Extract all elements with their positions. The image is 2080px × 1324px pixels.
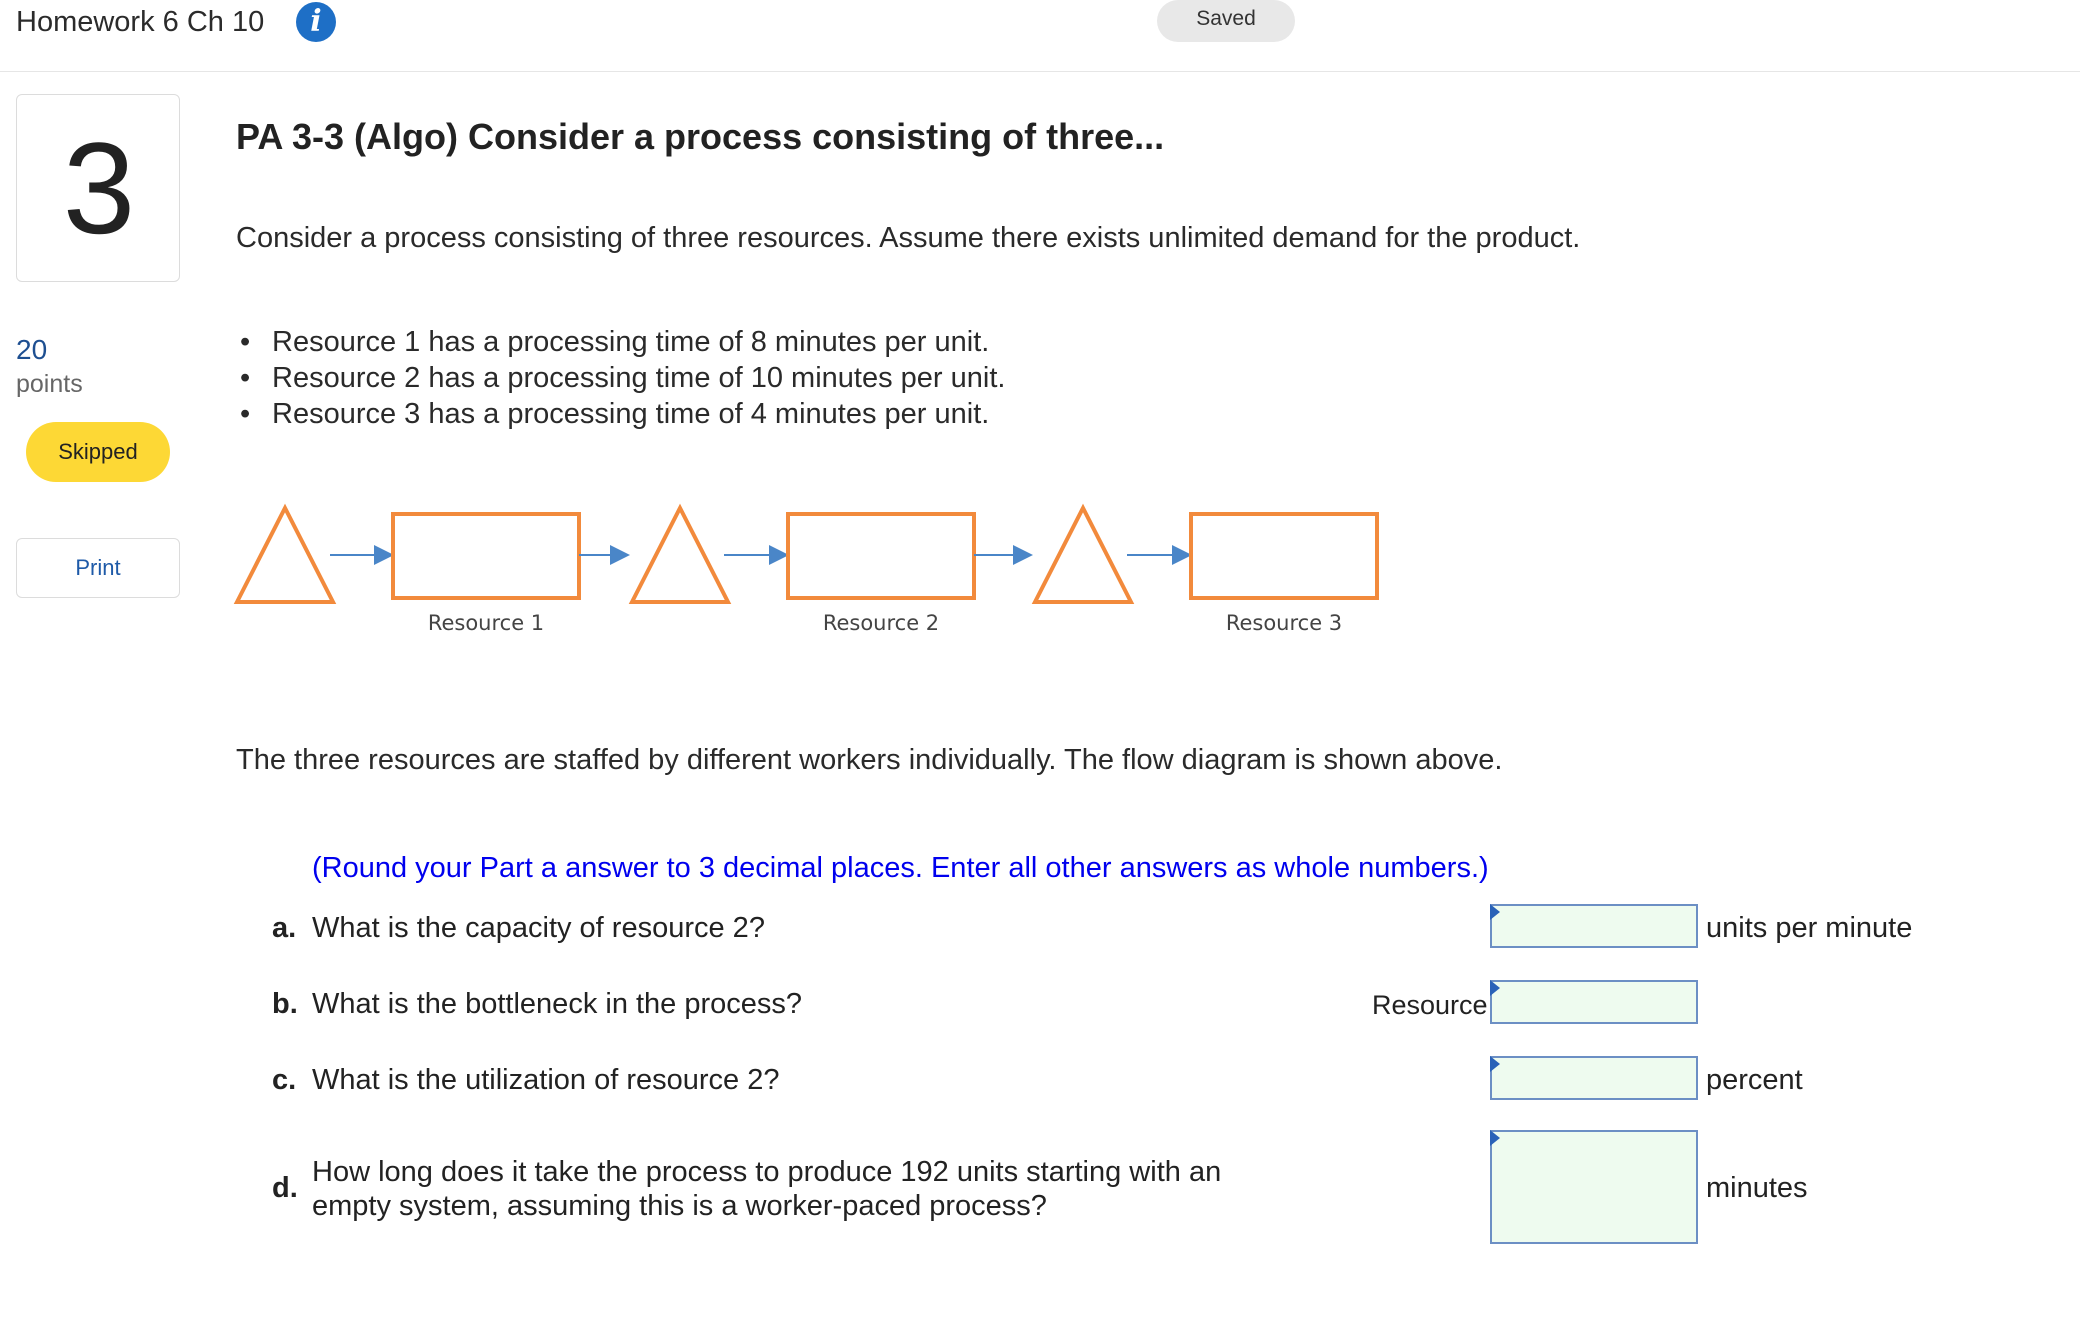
part-d-question-line-2: empty system, assuming this is a worker-paced process? (312, 1190, 1047, 1222)
info-icon[interactable]: i (296, 2, 336, 42)
inventory-triangle (632, 508, 728, 602)
status-badge: Skipped (26, 422, 170, 482)
question-number-card (16, 94, 180, 282)
flag-icon (1490, 1130, 1500, 1146)
list-item: • Resource 3 has a processing time of 4 minutes per unit. (236, 396, 1005, 432)
part-d-letter: d. (272, 1172, 298, 1204)
resource-2-box (788, 514, 974, 598)
flag-icon (1490, 904, 1500, 920)
flag-icon (1490, 980, 1500, 996)
part-b-answer-input[interactable] (1490, 980, 1698, 1024)
part-a-question: What is the capacity of resource 2? (312, 912, 765, 944)
resource-3-box (1191, 514, 1377, 598)
saved-status: Saved (1157, 0, 1295, 42)
points-label: points (16, 370, 83, 398)
part-c-letter: c. (272, 1064, 297, 1096)
question-number: 3 (62, 115, 136, 261)
print-button[interactable]: Print (16, 538, 180, 598)
question-intro: Consider a process consisting of three resources. Assume there exists unlimited demand for the product. (236, 222, 1581, 254)
resource-1-box (393, 514, 579, 598)
part-b-prefix: Resource (1372, 990, 1488, 1020)
part-c-unit: percent (1706, 1064, 1803, 1096)
top-bar (0, 0, 2080, 72)
inventory-triangle (1035, 508, 1131, 602)
part-c-question: What is the utilization of resource 2? (312, 1064, 780, 1096)
part-d-question-line-1: How long does it take the process to produce 192 units starting with an (312, 1156, 1222, 1188)
resource-1-label: Resource 1 (427, 611, 545, 635)
question-title: PA 3-3 (Algo) Consider a process consisting of three... (236, 116, 1165, 157)
part-b-letter: b. (272, 988, 298, 1020)
part-b-question: What is the bottleneck in the process? (312, 988, 803, 1020)
assignment-title: Homework 6 Ch 10 (16, 6, 265, 38)
part-a-unit: units per minute (1706, 912, 1913, 944)
flow-diagram (230, 500, 1410, 650)
flag-icon (1490, 1056, 1500, 1072)
part-c-answer-input[interactable] (1490, 1056, 1698, 1100)
resource-2-label: Resource 2 (822, 611, 940, 635)
staffed-text: The three resources are staffed by different workers individually. The flow diagram is shown above. (236, 744, 1503, 776)
list-item: • Resource 1 has a processing time of 8 minutes per unit. (236, 324, 1005, 360)
part-a-answer-input[interactable] (1490, 904, 1698, 948)
part-d-answer-input[interactable] (1490, 1130, 1698, 1244)
part-d-unit: minutes (1706, 1172, 1808, 1204)
points-value: 20 (16, 334, 48, 365)
inventory-triangle (237, 508, 333, 602)
part-a-letter: a. (272, 912, 297, 944)
rounding-instructions: (Round your Part a answer to 3 decimal places. Enter all other answers as whole numbers.) (312, 852, 1489, 884)
list-item: • Resource 2 has a processing time of 10 minutes per unit. (236, 360, 1005, 396)
resource-list (236, 324, 1005, 432)
resource-3-label: Resource 3 (1225, 611, 1343, 635)
